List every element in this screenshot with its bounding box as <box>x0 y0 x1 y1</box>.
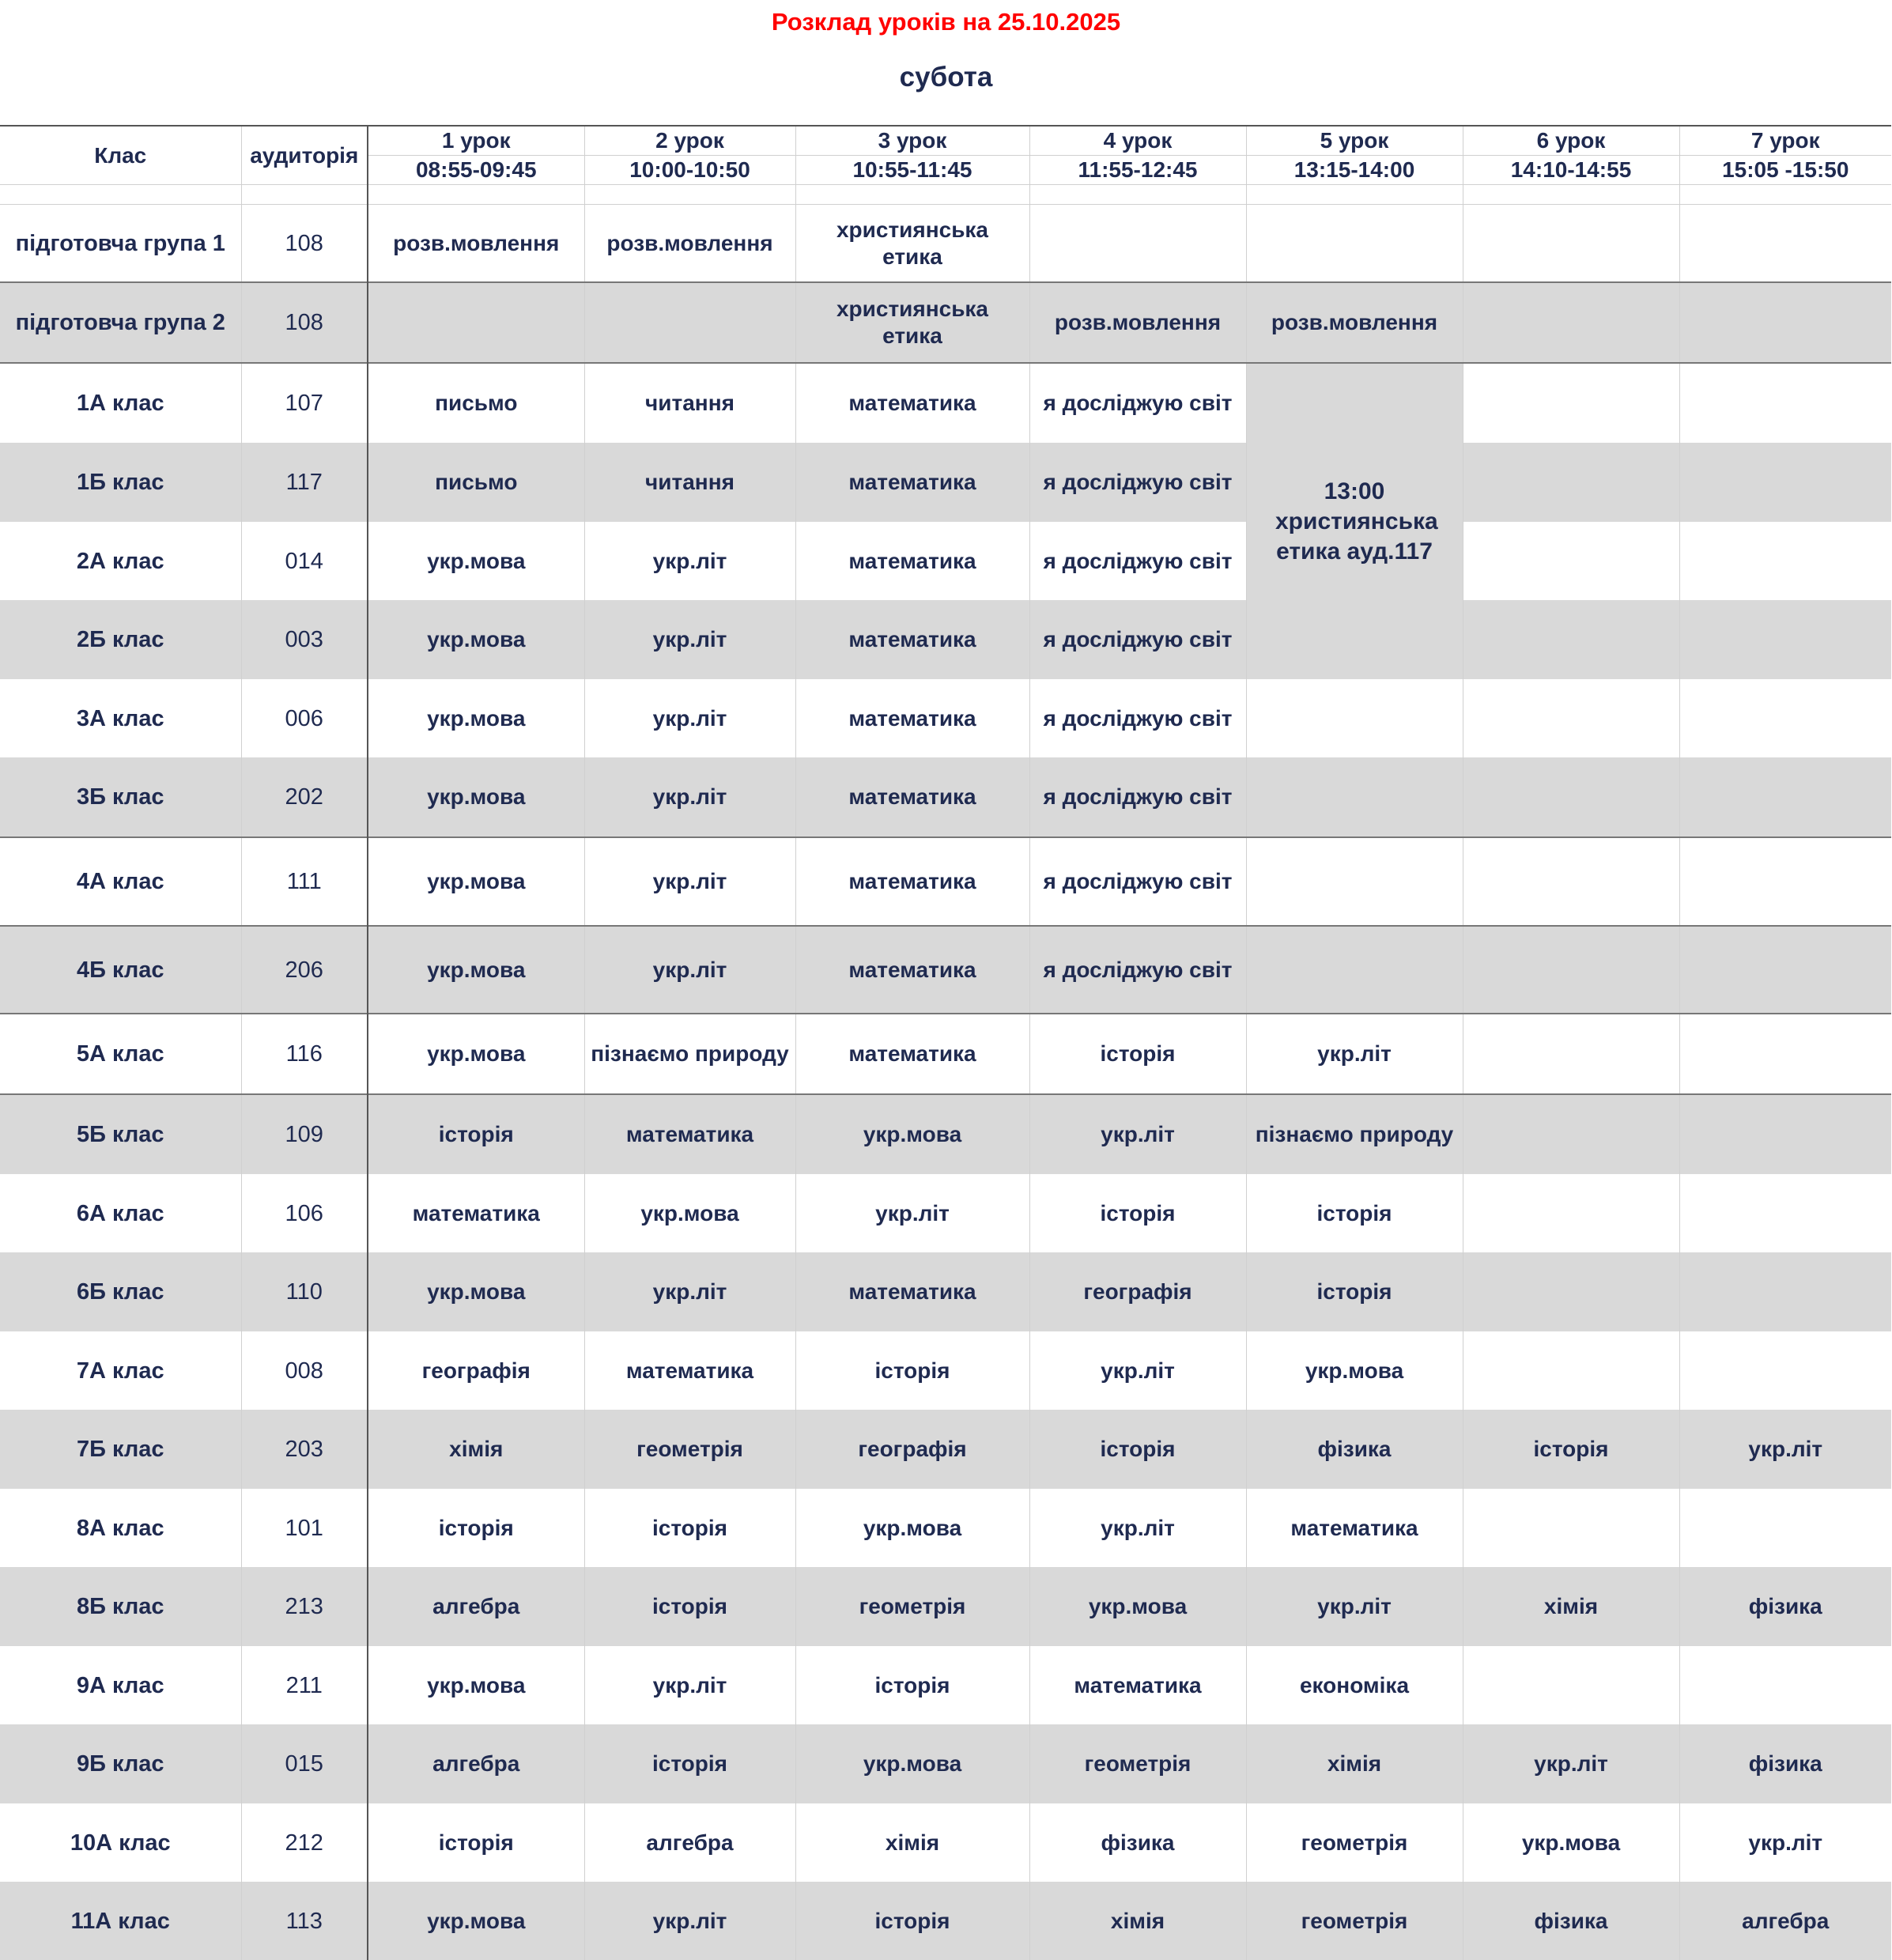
lesson-cell: математика <box>1246 1489 1463 1567</box>
lesson-cell: геометрія <box>1246 1882 1463 1960</box>
room-number: 107 <box>241 363 368 443</box>
class-name: 8А клас <box>76 1515 164 1541</box>
header-time-3: 10:55-11:45 <box>795 156 1029 185</box>
room-number: 116 <box>241 1014 368 1094</box>
lesson-cell <box>1679 926 1891 1014</box>
table-row <box>0 1094 1891 1174</box>
room-number: 203 <box>241 1410 368 1489</box>
spacer-row <box>0 185 1891 205</box>
lesson-cell: хімія <box>368 1410 584 1489</box>
header-lesson-6: 6 урок <box>1463 126 1679 156</box>
lesson-cell <box>1679 1094 1891 1174</box>
lesson-cell: геометрія <box>1246 1803 1463 1882</box>
lesson-cell: укр.мова <box>368 522 584 600</box>
lesson-cell: історія <box>1463 1410 1679 1489</box>
lesson-cell: розв.мовлення <box>584 205 795 283</box>
table-row <box>0 600 1891 679</box>
lesson-cell: я досліджую світ <box>1029 757 1246 837</box>
lesson-cell: географія <box>368 1331 584 1410</box>
lesson-cell: укр.мова <box>795 1724 1029 1803</box>
lesson-cell <box>1463 282 1679 363</box>
lesson-cell: укр.літ <box>1246 1567 1463 1646</box>
lesson-cell: математика <box>1029 1646 1246 1724</box>
lesson-cell: я досліджую світ <box>1029 522 1246 600</box>
merged-note-cell: 13:00 християнська етика ауд.117 <box>1246 363 1463 679</box>
lesson-cell: письмо <box>368 443 584 522</box>
lesson-cell: укр.літ <box>1029 1094 1246 1174</box>
table-row <box>0 757 1891 837</box>
header-lesson-1: 1 урок <box>368 126 584 156</box>
schedule-table <box>0 125 1891 1960</box>
table-row <box>0 363 1891 443</box>
lesson-cell: хімія <box>1029 1882 1246 1960</box>
table-row <box>0 1489 1891 1567</box>
lesson-cell <box>1679 600 1891 679</box>
lesson-cell <box>1679 679 1891 757</box>
lesson-cell <box>1679 1331 1891 1410</box>
table-row <box>0 282 1891 363</box>
room-number: 113 <box>241 1882 368 1960</box>
lesson-cell: математика <box>584 1331 795 1410</box>
room-number: 111 <box>241 837 368 926</box>
lesson-cell <box>1679 205 1891 283</box>
header-time-7: 15:05 -15:50 <box>1679 156 1891 185</box>
lesson-cell: я досліджую світ <box>1029 679 1246 757</box>
class-name: 4А клас <box>0 837 241 926</box>
lesson-cell: історія <box>795 1646 1029 1724</box>
lesson-cell: християнська етика <box>795 282 1029 363</box>
lesson-cell: пізнаємо природу <box>1246 1094 1463 1174</box>
class-name: 9Б клас <box>0 1724 241 1803</box>
lesson-cell <box>368 282 584 363</box>
lesson-cell: укр.мова <box>368 837 584 926</box>
lesson-cell: хімія <box>795 1803 1029 1882</box>
lesson-cell: укр.мова <box>368 1882 584 1960</box>
header-time-2: 10:00-10:50 <box>584 156 795 185</box>
lesson-cell <box>1679 282 1891 363</box>
lesson-cell <box>1679 522 1891 600</box>
class-name: 1Б клас <box>0 443 241 522</box>
lesson-cell: історія <box>584 1489 795 1567</box>
class-name: 2Б клас <box>0 600 241 679</box>
lesson-cell: укр.літ <box>1029 1489 1246 1567</box>
room-number: 003 <box>241 600 368 679</box>
lesson-cell <box>1679 1174 1891 1252</box>
lesson-cell: фізика <box>1029 1803 1246 1882</box>
lesson-cell: історія <box>584 1567 795 1646</box>
lesson-cell <box>1463 1489 1679 1567</box>
lesson-cell: географія <box>795 1410 1029 1489</box>
class-name: 3А клас <box>76 705 164 731</box>
lesson-cell: укр.мова <box>795 1489 1029 1567</box>
lesson-cell: укр.мова <box>368 600 584 679</box>
table-row <box>0 837 1891 926</box>
lesson-cell: християнська етика <box>795 205 1029 283</box>
table-row <box>0 1252 1891 1331</box>
lesson-cell: укр.мова <box>1246 1331 1463 1410</box>
table-row <box>0 443 1891 522</box>
class-name: 4Б клас <box>0 926 241 1014</box>
lesson-cell: географія <box>1029 1252 1246 1331</box>
lesson-cell <box>1463 443 1679 522</box>
lesson-cell: розв.мовлення <box>1029 282 1246 363</box>
lesson-cell: алгебра <box>368 1567 584 1646</box>
table-row <box>0 679 1891 757</box>
lesson-cell: укр.літ <box>584 1882 795 1960</box>
lesson-cell: математика <box>368 1174 584 1252</box>
lesson-cell: хімія <box>1246 1724 1463 1803</box>
lesson-cell: укр.мова <box>368 757 584 837</box>
class-name: підготовча група 2 <box>0 282 241 363</box>
lesson-cell: я досліджую світ <box>1029 363 1246 443</box>
lesson-cell <box>1679 1014 1891 1094</box>
table-row <box>0 1410 1891 1489</box>
lesson-cell: алгебра <box>368 1724 584 1803</box>
lesson-cell: укр.літ <box>1679 1803 1891 1882</box>
room-number: 006 <box>241 679 368 757</box>
room-number: 206 <box>241 926 368 1014</box>
lesson-cell: історія <box>1029 1174 1246 1252</box>
table-row <box>0 1724 1891 1803</box>
lesson-cell: історія <box>368 1489 584 1567</box>
class-name: 5А клас <box>0 1014 241 1094</box>
lesson-cell: фізика <box>1463 1882 1679 1960</box>
lesson-cell: укр.літ <box>584 1252 795 1331</box>
lesson-cell: укр.мова <box>1029 1567 1246 1646</box>
table-row <box>0 522 1891 600</box>
lesson-cell: укр.мова <box>368 1014 584 1094</box>
lesson-cell <box>1463 679 1679 757</box>
lesson-cell <box>1463 1646 1679 1724</box>
header-time-5: 13:15-14:00 <box>1246 156 1463 185</box>
lesson-cell <box>1679 443 1891 522</box>
lesson-cell: я досліджую світ <box>1029 926 1246 1014</box>
table-row <box>0 205 1891 283</box>
header-lesson-7: 7 урок <box>1679 126 1891 156</box>
lesson-cell <box>1679 363 1891 443</box>
lesson-cell: математика <box>795 443 1029 522</box>
lesson-cell <box>1463 1094 1679 1174</box>
lesson-cell <box>1463 926 1679 1014</box>
header-time-1: 08:55-09:45 <box>368 156 584 185</box>
lesson-cell: фізика <box>1679 1724 1891 1803</box>
lesson-cell: економіка <box>1246 1646 1463 1724</box>
lesson-cell: фізика <box>1679 1567 1891 1646</box>
lesson-cell: алгебра <box>584 1803 795 1882</box>
header-lesson-4: 4 урок <box>1029 126 1246 156</box>
class-name: 7Б клас <box>0 1410 241 1489</box>
class-name: 3Б клас <box>0 757 241 837</box>
room-number: 106 <box>241 1174 368 1252</box>
lesson-cell: пізнаємо природу <box>584 1014 795 1094</box>
lesson-cell <box>1463 363 1679 443</box>
lesson-cell <box>1679 757 1891 837</box>
lesson-cell: математика <box>584 1094 795 1174</box>
lesson-cell: історія <box>1029 1014 1246 1094</box>
lesson-cell: укр.мова <box>368 926 584 1014</box>
room-number: 110 <box>241 1252 368 1331</box>
class-name: 7А клас <box>76 1358 164 1384</box>
lesson-cell <box>1463 1331 1679 1410</box>
lesson-cell: математика <box>795 757 1029 837</box>
lesson-cell <box>1246 837 1463 926</box>
lesson-cell: укр.літ <box>584 679 795 757</box>
lesson-cell: я досліджую світ <box>1029 837 1246 926</box>
lesson-cell <box>1246 679 1463 757</box>
lesson-cell <box>1463 1174 1679 1252</box>
lesson-cell: укр.мова <box>368 1646 584 1724</box>
table-row <box>0 1882 1891 1960</box>
lesson-cell <box>1679 837 1891 926</box>
lesson-cell: я досліджую світ <box>1029 443 1246 522</box>
room-number: 015 <box>241 1724 368 1803</box>
table-row <box>0 1331 1891 1410</box>
header-time-6: 14:10-14:55 <box>1463 156 1679 185</box>
lesson-cell <box>1029 205 1246 283</box>
lesson-cell <box>1463 837 1679 926</box>
lesson-cell: математика <box>795 1014 1029 1094</box>
class-name: 9А клас <box>76 1672 164 1698</box>
header-time-4: 11:55-12:45 <box>1029 156 1246 185</box>
table-row <box>0 926 1891 1014</box>
lesson-cell: письмо <box>368 363 584 443</box>
lesson-cell: фізика <box>1246 1410 1463 1489</box>
lesson-cell: математика <box>795 679 1029 757</box>
lesson-cell: укр.літ <box>795 1174 1029 1252</box>
lesson-cell: укр.літ <box>584 837 795 926</box>
lesson-cell <box>1679 1489 1891 1567</box>
lesson-cell: алгебра <box>1679 1882 1891 1960</box>
lesson-cell <box>584 282 795 363</box>
table-row <box>0 1014 1891 1094</box>
header-room: аудиторія <box>241 126 368 185</box>
lesson-cell: укр.літ <box>584 926 795 1014</box>
lesson-cell: укр.літ <box>1029 1331 1246 1410</box>
lesson-cell: укр.мова <box>1463 1803 1679 1882</box>
lesson-cell: геометрія <box>584 1410 795 1489</box>
lesson-cell: укр.літ <box>584 1646 795 1724</box>
room-number: 014 <box>241 522 368 600</box>
lesson-cell: укр.літ <box>1463 1724 1679 1803</box>
class-name: 11А клас <box>0 1882 241 1960</box>
lesson-cell <box>1246 757 1463 837</box>
lesson-cell: історія <box>1246 1174 1463 1252</box>
table-row <box>0 1174 1891 1252</box>
lesson-cell <box>1246 926 1463 1014</box>
lesson-cell: укр.літ <box>584 600 795 679</box>
lesson-cell: історія <box>1029 1410 1246 1489</box>
lesson-cell: укр.літ <box>1679 1410 1891 1489</box>
lesson-cell <box>1463 1252 1679 1331</box>
class-name: 1А клас <box>0 363 241 443</box>
table-row <box>0 1567 1891 1646</box>
room-number: 117 <box>241 443 368 522</box>
class-name: 6А клас <box>76 1200 164 1226</box>
lesson-cell: читання <box>584 363 795 443</box>
class-name: 10А клас <box>70 1830 171 1856</box>
room-number: 202 <box>241 757 368 837</box>
lesson-cell: укр.мова <box>368 1252 584 1331</box>
lesson-cell: розв.мовлення <box>1246 282 1463 363</box>
lesson-cell <box>1679 1646 1891 1724</box>
lesson-cell: історія <box>368 1094 584 1174</box>
lesson-cell: історія <box>1246 1252 1463 1331</box>
lesson-cell <box>1679 1252 1891 1331</box>
lesson-cell: укр.мова <box>584 1174 795 1252</box>
lesson-cell <box>1463 757 1679 837</box>
lesson-cell: укр.літ <box>1246 1014 1463 1094</box>
room-number: 108 <box>241 205 368 283</box>
lesson-cell: укр.літ <box>584 522 795 600</box>
lesson-cell: укр.мова <box>368 679 584 757</box>
lesson-cell: математика <box>795 1252 1029 1331</box>
header-lesson-3: 3 урок <box>795 126 1029 156</box>
room-number: 211 <box>241 1646 368 1724</box>
lesson-cell: історія <box>795 1331 1029 1410</box>
lesson-cell: укр.мова <box>795 1094 1029 1174</box>
lesson-cell <box>1463 1014 1679 1094</box>
header-class: Клас <box>0 126 241 185</box>
room-number: 109 <box>241 1094 368 1174</box>
room-number: 213 <box>241 1567 368 1646</box>
class-name: 8Б клас <box>0 1567 241 1646</box>
lesson-cell <box>1463 600 1679 679</box>
lesson-cell <box>1463 522 1679 600</box>
class-name: підготовча група 1 <box>15 230 225 256</box>
header-lesson-5: 5 урок <box>1246 126 1463 156</box>
lesson-cell: я досліджую світ <box>1029 600 1246 679</box>
room-number: 108 <box>241 282 368 363</box>
lesson-cell: укр.літ <box>584 757 795 837</box>
day-label: субота <box>899 62 993 93</box>
class-name: 6Б клас <box>0 1252 241 1331</box>
room-number: 101 <box>241 1489 368 1567</box>
lesson-cell: хімія <box>1463 1567 1679 1646</box>
lesson-cell <box>1246 205 1463 283</box>
class-name: 2А клас <box>76 548 164 574</box>
lesson-cell: історія <box>584 1724 795 1803</box>
room-number: 008 <box>241 1331 368 1410</box>
table-row <box>0 1803 1891 1882</box>
lesson-cell: історія <box>368 1803 584 1882</box>
lesson-cell: математика <box>795 600 1029 679</box>
lesson-cell: геометрія <box>1029 1724 1246 1803</box>
table-row <box>0 1646 1891 1724</box>
lesson-cell: математика <box>795 926 1029 1014</box>
lesson-cell: читання <box>584 443 795 522</box>
lesson-cell: історія <box>795 1882 1029 1960</box>
lesson-cell: математика <box>795 363 1029 443</box>
header-lesson-2: 2 урок <box>584 126 795 156</box>
lesson-cell: математика <box>795 522 1029 600</box>
header-row <box>0 126 1891 156</box>
lesson-cell: розв.мовлення <box>368 205 584 283</box>
page-title: Розклад уроків на 25.10.2025 <box>771 8 1121 36</box>
class-name: 5Б клас <box>0 1094 241 1174</box>
lesson-cell: геометрія <box>795 1567 1029 1646</box>
lesson-cell: математика <box>795 837 1029 926</box>
lesson-cell <box>1463 205 1679 283</box>
room-number: 212 <box>241 1803 368 1882</box>
